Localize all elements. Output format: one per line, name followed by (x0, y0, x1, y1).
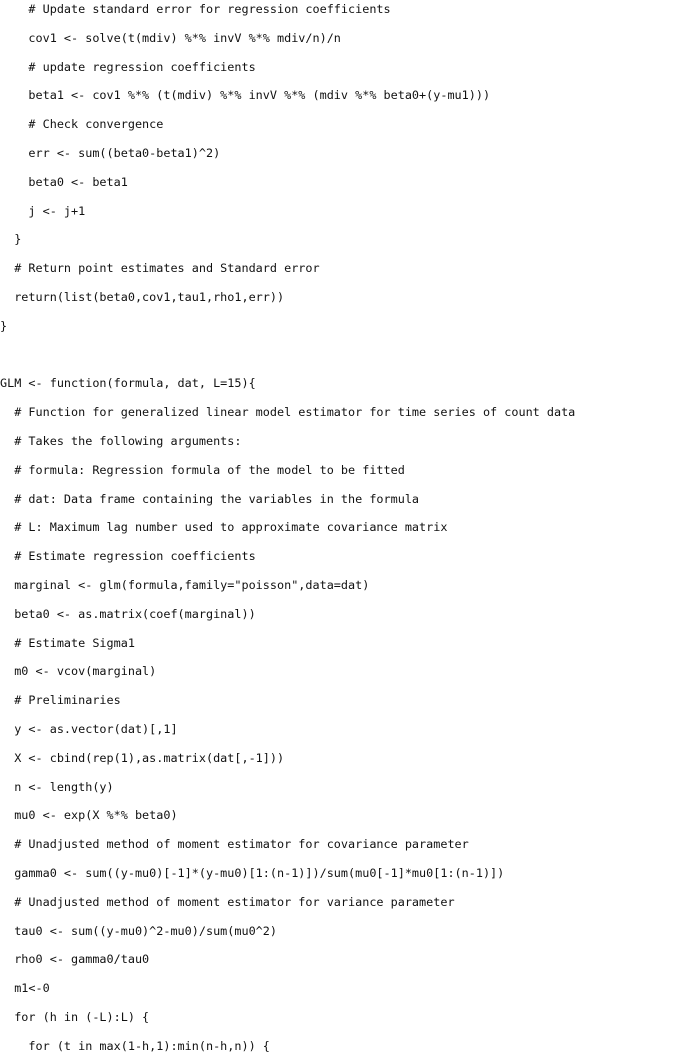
code-line: for (t in max(1-h,1):min(n-h,n)) { (0, 1038, 270, 1053)
code-line: mu0 <- exp(X %*% beta0) (0, 808, 178, 823)
code-line: # Unadjusted method of moment estimator for covariance parameter (0, 837, 469, 852)
code-line: tau0 <- sum((y-mu0)^2-mu0)/sum(mu0^2) (0, 923, 277, 938)
code-line: # Return point estimates and Standard error (0, 261, 320, 276)
code-line: # update regression coefficients (0, 59, 256, 74)
code-line: beta1 <- cov1 %*% (t(mdiv) %*% invV %*% (mdiv %*% beta0+(y-mu1))) (0, 88, 491, 103)
code-line: # L: Maximum lag number used to approximate covariance matrix (0, 520, 448, 535)
code-line: # dat: Data frame containing the variables in the formula (0, 491, 420, 506)
code-line: # Estimate Sigma1 (0, 635, 135, 650)
code-line: # formula: Regression formula of the model to be fitted (0, 462, 405, 477)
code-line: X <- cbind(rep(1),as.matrix(dat[,-1])) (0, 750, 285, 765)
code-line: return(list(beta0,cov1,tau1,rho1,err)) (0, 290, 285, 304)
code-line: beta0 <- as.matrix(coef(marginal)) (0, 606, 256, 621)
code-line: # Takes the following arguments: (0, 434, 242, 448)
code-line: gamma0 <- sum((y-mu0)[-1]*(y-mu0)[1:(n-1)])/sum(mu0[-1]*mu0[1:(n-1)]) (0, 866, 505, 880)
code-line: y <- as.vector(dat)[,1] (0, 722, 178, 736)
code-line: # Unadjusted method of moment estimator for variance parameter (0, 894, 455, 909)
code-line: n <- length(y) (0, 779, 114, 794)
code-line: m0 <- vcov(marginal) (0, 664, 157, 679)
code-line: # Check convergence (0, 117, 164, 132)
code-line: } (0, 232, 22, 247)
code-line: } (0, 318, 8, 333)
code-line: # Update standard error for regression coefficients (0, 2, 391, 16)
code-line: # Preliminaries (0, 693, 121, 708)
code-line: GLM <- function(formula, dat, L=15){ (0, 376, 256, 391)
code-line: marginal <- glm(formula,family="poisson",data=dat) (0, 578, 370, 592)
code-line: err <- sum((beta0-beta1)^2) (0, 146, 221, 160)
code-line: # Function for generalized linear model estimator for time series of count data (0, 405, 576, 420)
code-line: cov1 <- solve(t(mdiv) %*% invV %*% mdiv/n)/n (0, 30, 341, 45)
code-line: j <- j+1 (0, 203, 86, 218)
code-line: rho0 <- gamma0/tau0 (0, 952, 150, 967)
code-line: m1<-0 (0, 981, 50, 996)
code-line: for (h in (-L):L) { (0, 1010, 150, 1024)
code-line: beta0 <- beta1 (0, 174, 128, 189)
code-line: # Estimate regression coefficients (0, 549, 256, 564)
